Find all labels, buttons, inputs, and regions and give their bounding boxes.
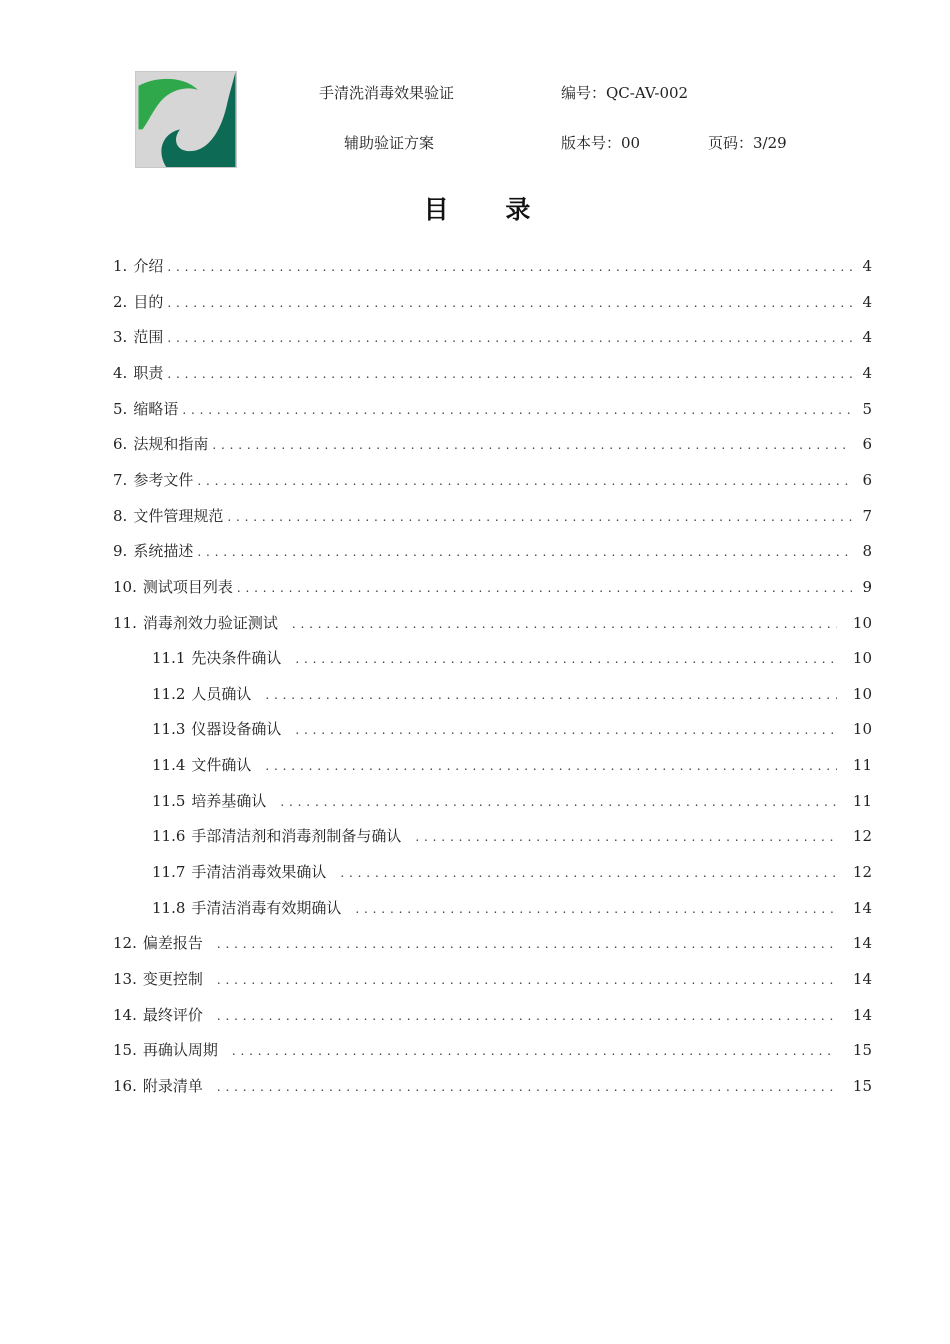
- toc-entry-number: 1.: [113, 257, 128, 275]
- toc-entry-page: 15: [852, 1041, 872, 1059]
- toc-entry-number: 11.: [113, 614, 137, 632]
- toc-entry[interactable]: [113, 968, 872, 990]
- toc-entry-page: 11: [852, 792, 872, 810]
- toc-leader-dots: [217, 932, 837, 954]
- logo-swirl-icon: [136, 72, 236, 167]
- toc-entry-number: 12.: [113, 934, 137, 952]
- toc-entry-page: 10: [852, 720, 872, 738]
- toc-entry-label: 先决条件确认: [191, 649, 282, 667]
- toc-entry-label: 最终评价: [142, 1006, 203, 1024]
- toc-entry-label: 手清洁消毒有效期确认: [191, 899, 342, 917]
- toc-entry[interactable]: [113, 932, 872, 954]
- toc-entry-page: 8: [862, 542, 872, 560]
- toc-entry[interactable]: [152, 897, 872, 919]
- toc-entry-label: 培养基确认: [191, 792, 267, 810]
- toc-leader-dots: [227, 505, 852, 527]
- toc-leader-dots: [355, 897, 836, 919]
- doc-title-line1: 手清洗消毒效果验证: [319, 84, 455, 102]
- toc-entry-number: 11.6: [152, 827, 186, 845]
- toc-entry-page: 6: [862, 435, 872, 453]
- toc-leader-dots: [217, 968, 837, 990]
- toc-entry-number: 10.: [113, 578, 137, 596]
- toc-leader-dots: [340, 861, 836, 883]
- toc-entry[interactable]: [113, 612, 872, 634]
- toc-entry-page: 4: [862, 328, 872, 346]
- toc-leader-dots: [197, 540, 852, 562]
- toc-entry-number: 11.4: [152, 756, 186, 774]
- toc-leader-dots: [292, 612, 837, 634]
- toc-entry-number: 15.: [113, 1041, 137, 1059]
- toc-entry[interactable]: [152, 825, 872, 847]
- toc-entry-number: 7.: [113, 471, 128, 489]
- toc-leader-dots: [295, 647, 836, 669]
- toc-entry-page: 14: [852, 1006, 872, 1024]
- toc-entry[interactable]: [113, 291, 872, 313]
- toc-entry-page: 9: [862, 578, 872, 596]
- toc-leader-dots: [232, 1039, 837, 1061]
- toc-entry-label: 介绍: [133, 257, 164, 275]
- toc-leader-dots: [167, 291, 852, 313]
- toc-leader-dots: [415, 825, 836, 847]
- toc-entry[interactable]: [113, 1004, 872, 1026]
- toc-entry[interactable]: [113, 362, 872, 384]
- toc-entry-number: 3.: [113, 328, 128, 346]
- toc-entry-page: 6: [862, 471, 872, 489]
- toc-entry[interactable]: [152, 718, 872, 740]
- toc-entry-number: 11.7: [152, 863, 186, 881]
- toc-entry-page: 10: [852, 649, 872, 667]
- toc-entry-number: 6.: [113, 435, 128, 453]
- toc-entry-number: 11.5: [152, 792, 186, 810]
- toc-entry-number: 14.: [113, 1006, 137, 1024]
- toc-entry-page: 14: [852, 970, 872, 988]
- toc-entry-number: 11.3: [152, 720, 186, 738]
- toc-entry-page: 15: [852, 1077, 872, 1095]
- doc-code: 编号：QC-AV-002: [561, 84, 689, 102]
- toc-leader-dots: [295, 718, 836, 740]
- doc-page-number: 页码：3/29: [708, 134, 787, 152]
- toc-entry[interactable]: [113, 1039, 872, 1061]
- toc-entry-label: 人员确认: [191, 685, 252, 703]
- toc-entry-label: 偏差报告: [142, 934, 203, 952]
- toc-entry-number: 11.2: [152, 685, 186, 703]
- company-logo: [135, 71, 237, 168]
- toc-leader-dots: [237, 576, 852, 598]
- toc-leader-dots: [265, 754, 836, 776]
- toc-leader-dots: [197, 469, 852, 491]
- toc-entry-number: 11.1: [152, 649, 186, 667]
- toc-entry-number: 13.: [113, 970, 137, 988]
- toc-entry-label: 手清洁消毒效果确认: [191, 863, 327, 881]
- toc-entry-label: 职责: [133, 364, 164, 382]
- toc-entry-page: 12: [852, 827, 872, 845]
- toc-entry-page: 10: [852, 685, 872, 703]
- toc-entry-number: 8.: [113, 507, 128, 525]
- toc-entry-label: 消毒剂效力验证测试: [142, 614, 278, 632]
- toc-leader-dots: [280, 790, 836, 812]
- doc-title-line2: 辅助验证方案: [344, 134, 435, 152]
- toc-entry-label: 仪器设备确认: [191, 720, 282, 738]
- toc-entry[interactable]: [113, 255, 872, 277]
- toc-entry-label: 再确认周期: [142, 1041, 218, 1059]
- toc-entry-number: 4.: [113, 364, 128, 382]
- doc-version: 版本号：00: [561, 134, 641, 152]
- toc-entry-label: 附录清单: [142, 1077, 203, 1095]
- toc-entry[interactable]: [113, 326, 872, 348]
- toc-title: 目 录: [423, 195, 555, 224]
- toc-entry-label: 系统描述: [133, 542, 194, 560]
- toc-leader-dots: [167, 255, 852, 277]
- toc-entry[interactable]: [113, 540, 872, 562]
- toc-entry[interactable]: [113, 469, 872, 491]
- toc-leader-dots: [217, 1004, 837, 1026]
- toc-entry-page: 4: [862, 293, 872, 311]
- toc-entry-page: 7: [862, 507, 872, 525]
- toc-entry-page: 4: [862, 257, 872, 275]
- toc-entry-label: 范围: [133, 328, 164, 346]
- toc-entry-page: 4: [862, 364, 872, 382]
- toc-entry[interactable]: [113, 576, 872, 598]
- toc-leader-dots: [182, 398, 852, 420]
- toc-entry-number: 2.: [113, 293, 128, 311]
- toc-entry[interactable]: [152, 754, 872, 776]
- toc-entry-page: 11: [852, 756, 872, 774]
- toc-entry-label: 测试项目列表: [142, 578, 233, 596]
- toc-entry-label: 变更控制: [142, 970, 203, 988]
- toc-entry-page: 5: [862, 400, 872, 418]
- toc-entry-label: 目的: [133, 293, 164, 311]
- toc-leader-dots: [212, 433, 852, 455]
- toc-leader-dots: [167, 326, 852, 348]
- toc-entry[interactable]: [152, 683, 872, 705]
- toc-entry-page: 14: [852, 899, 872, 917]
- toc-entry[interactable]: [152, 861, 872, 883]
- toc-entry[interactable]: [113, 433, 872, 455]
- toc-entry[interactable]: [152, 790, 872, 812]
- toc-entry[interactable]: [152, 647, 872, 669]
- toc-entry[interactable]: [113, 398, 872, 420]
- toc-entry-number: 11.8: [152, 899, 186, 917]
- toc-entry-number: 9.: [113, 542, 128, 560]
- toc-entry-label: 手部清洁剂和消毒剂制备与确认: [191, 827, 402, 845]
- toc-leader-dots: [167, 362, 852, 384]
- toc-entry-number: 16.: [113, 1077, 137, 1095]
- toc-entry-label: 文件管理规范: [133, 507, 224, 525]
- toc-entry-label: 法规和指南: [133, 435, 209, 453]
- toc-leader-dots: [217, 1075, 837, 1097]
- toc-entry-number: 5.: [113, 400, 128, 418]
- toc-entry-page: 10: [852, 614, 872, 632]
- toc-entry-label: 文件确认: [191, 756, 252, 774]
- toc-entry[interactable]: [113, 505, 872, 527]
- toc-entry-label: 参考文件: [133, 471, 194, 489]
- toc-entry-page: 14: [852, 934, 872, 952]
- toc-entry-page: 12: [852, 863, 872, 881]
- toc-entry-label: 缩略语: [133, 400, 179, 418]
- toc-entry[interactable]: [113, 1075, 872, 1097]
- toc-leader-dots: [265, 683, 836, 705]
